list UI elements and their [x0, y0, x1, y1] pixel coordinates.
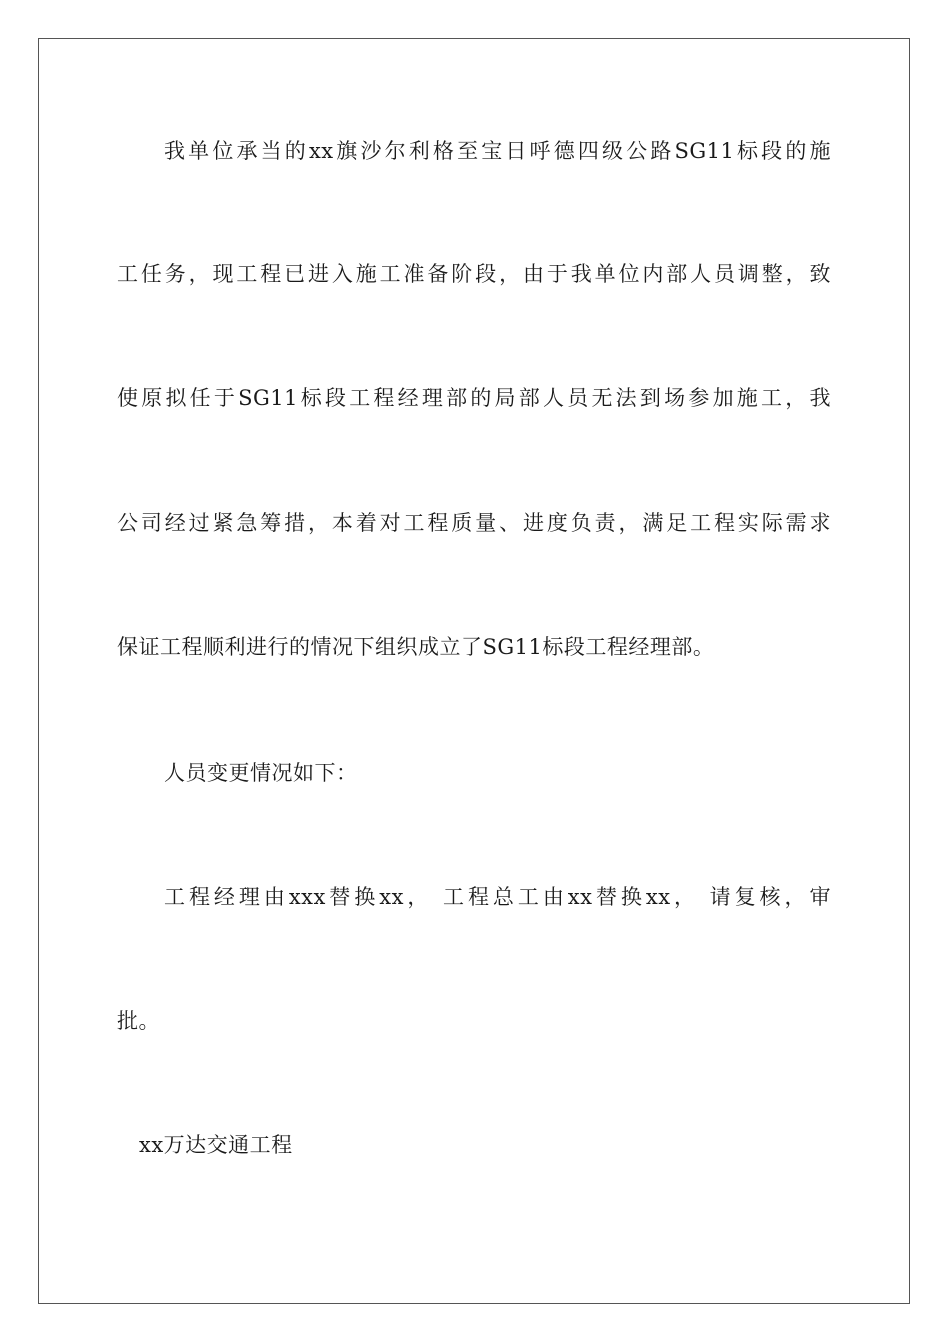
paragraph-1-line-3: 使原拟任于SG11标段工程经理部的局部人员无法到场参加施工，我	[117, 386, 831, 410]
paragraph-3-line-2: 批。	[117, 1009, 160, 1033]
paragraph-2-line-1: 人员变更情况如下：	[164, 761, 358, 785]
paragraph-1-line-4: 公司经过紧急筹措，本着对工程质量、进度负责，满足工程实际需求	[117, 511, 831, 535]
paragraph-1-line-1: 我单位承当的xx旗沙尔利格至宝日呼德四级公路SG11标段的施	[164, 139, 831, 163]
paragraph-1-line-5: 保证工程顺利进行的情况下组织成立了SG11标段工程经理部。	[117, 635, 715, 659]
paragraph-3-line-1: 工程经理由xxx替换xx， 工程总工由xx替换xx， 请复核，审	[164, 885, 831, 909]
signature: xx万达交通工程	[139, 1133, 293, 1157]
paragraph-1-line-2: 工任务，现工程已进入施工准备阶段，由于我单位内部人员调整，致	[117, 262, 831, 286]
page-border	[38, 38, 910, 1304]
